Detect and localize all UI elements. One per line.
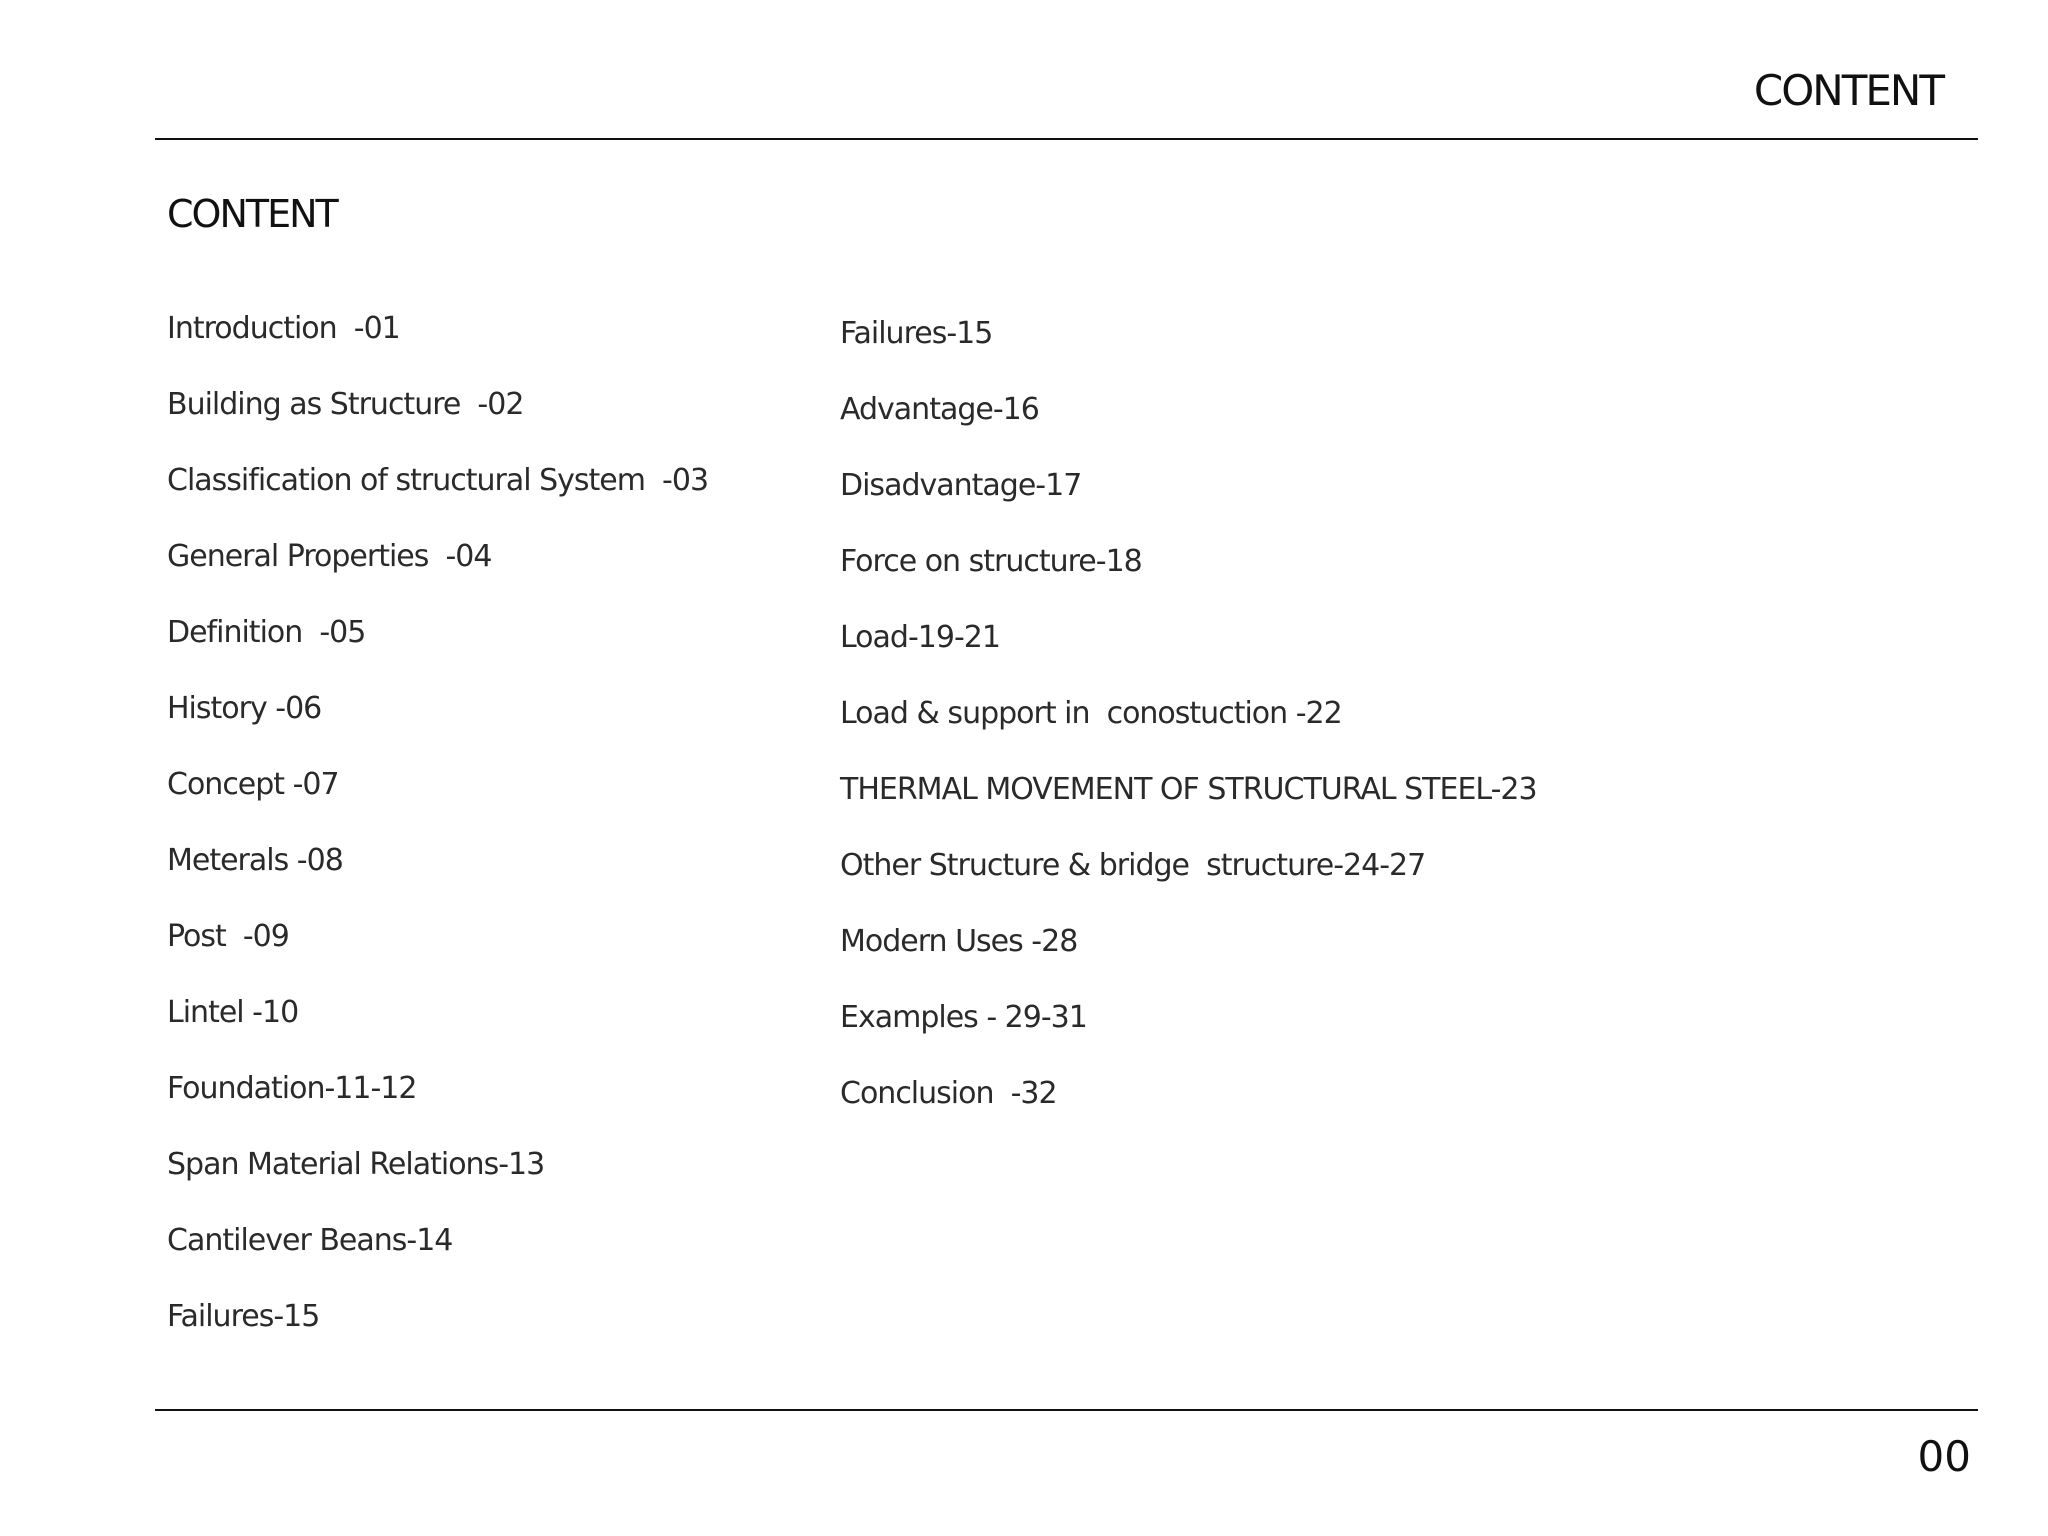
toc-item: Lintel -10: [167, 995, 299, 1030]
toc-column-right: [840, 315, 1537, 1151]
toc-item: Modern Uses -28: [840, 924, 1078, 959]
toc-item: Classification of structural System -03: [167, 463, 709, 498]
toc-item: Span Material Relations-13: [167, 1147, 545, 1182]
section-heading: CONTENT: [167, 192, 337, 236]
toc-item: Foundation-11-12: [167, 1071, 417, 1106]
toc-item: Concept -07: [167, 767, 339, 802]
toc-item: Force on structure-18: [840, 544, 1142, 579]
header-divider: [155, 138, 1978, 140]
toc-item: THERMAL MOVEMENT OF STRUCTURAL STEEL-23: [840, 772, 1537, 807]
toc-item: Disadvantage-17: [840, 468, 1082, 503]
toc-item: Building as Structure -02: [167, 387, 524, 422]
toc-item: Advantage-16: [840, 392, 1039, 427]
footer-divider: [155, 1409, 1978, 1411]
toc-item: Load & support in conostuction -22: [840, 696, 1342, 731]
toc-item: Other Structure & bridge structure-24-27: [840, 848, 1426, 883]
toc-item: Failures-15: [840, 316, 993, 351]
toc-column-left: [167, 310, 708, 1374]
toc-item: Post -09: [167, 919, 289, 954]
toc-item: Examples - 29-31: [840, 1000, 1087, 1035]
toc-item: General Properties -04: [167, 539, 492, 574]
toc-item: History -06: [167, 691, 322, 726]
toc-item: Conclusion -32: [840, 1076, 1057, 1111]
toc-item: Cantilever Beans-14: [167, 1223, 453, 1258]
header-title: CONTENT: [1753, 66, 1943, 115]
toc-item: Introduction -01: [167, 311, 400, 346]
toc-item: Meterals -08: [167, 843, 343, 878]
page-number: 00: [1917, 1432, 1971, 1481]
toc-item: Load-19-21: [840, 620, 1000, 655]
toc-item: Failures-15: [167, 1299, 320, 1334]
toc-item: Definition -05: [167, 615, 366, 650]
